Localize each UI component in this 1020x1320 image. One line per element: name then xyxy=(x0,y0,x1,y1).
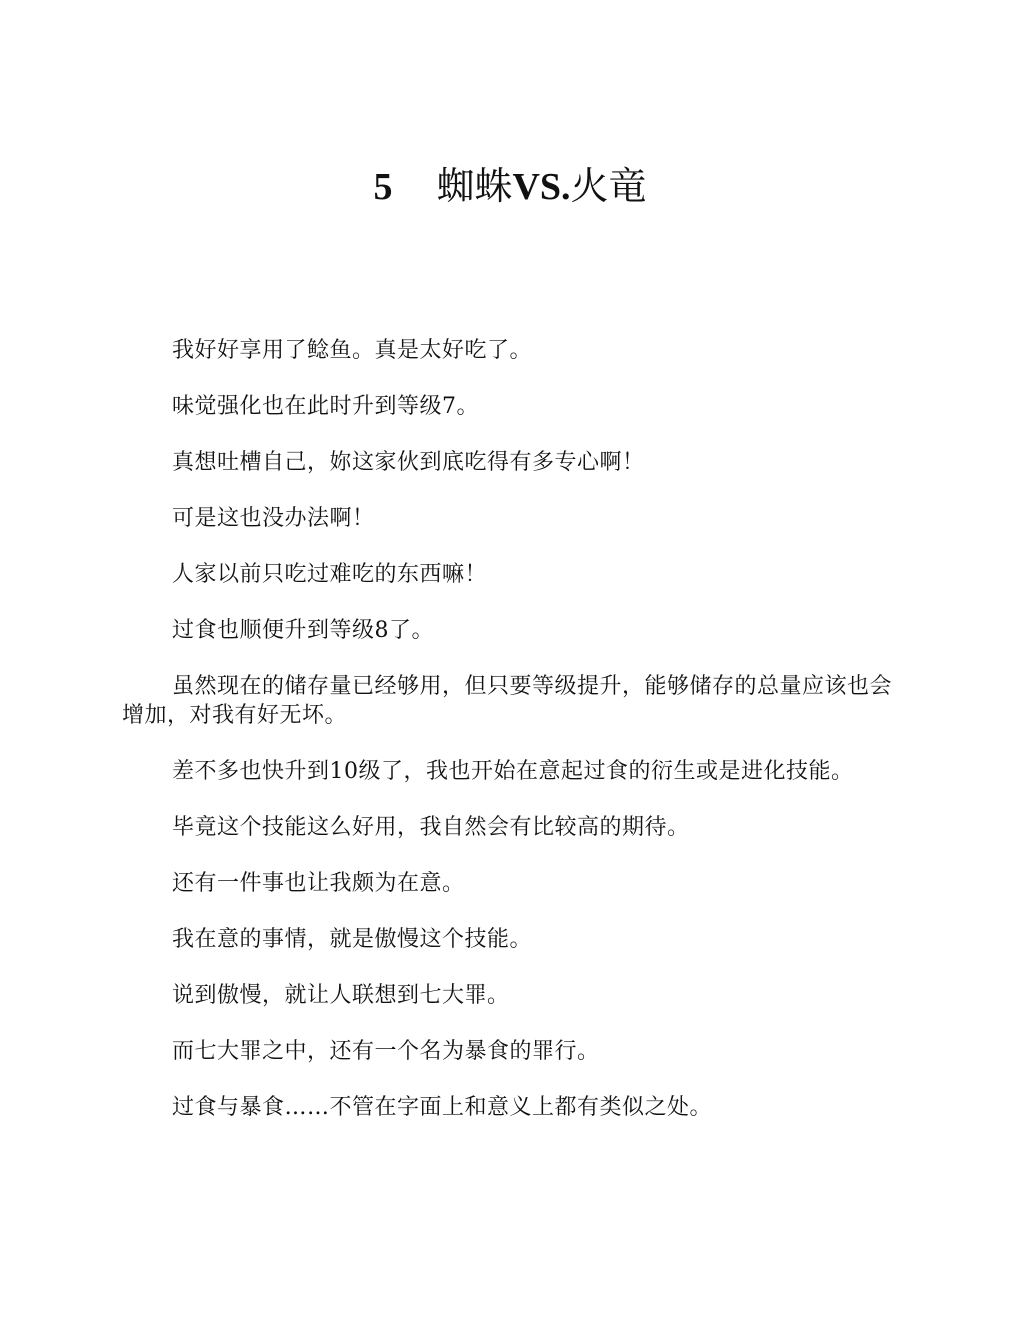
paragraph: 还有一件事也让我颇为在意。 xyxy=(172,871,465,896)
paragraph: 我在意的事情，就是傲慢这个技能。 xyxy=(172,927,533,952)
paragraph: 人家以前只吃过难吃的东西嘛！ xyxy=(172,562,488,587)
paragraph: 真想吐槽自己，妳这家伙到底吃得有多专心啊！ xyxy=(172,450,645,475)
chapter-title-vs: VS. xyxy=(512,166,571,208)
paragraph: 可是这也没办法啊！ xyxy=(172,506,375,531)
paragraph: 我好好享用了鲶鱼。真是太好吃了。 xyxy=(172,338,533,363)
paragraph: 毕竟这个技能这么好用，我自然会有比较高的期待。 xyxy=(172,815,690,840)
paragraph: 虽然现在的储存量已经够用，但只要等级提升，能够储存的总量应该也会增加，对我有好无坏。 xyxy=(122,674,893,728)
paragraph: 而七大罪之中，还有一个名为暴食的罪行。 xyxy=(172,1039,600,1064)
chapter-title-part-1: 蜘蛛 xyxy=(436,164,513,208)
paragraph: 说到傲慢，就让人联想到七大罪。 xyxy=(172,983,510,1008)
paragraph: 差不多也快升到10级了，我也开始在意起过食的衍生或是进化技能。 xyxy=(172,759,854,784)
chapter-body xyxy=(122,336,902,1149)
chapter-title-part-2: 火竜 xyxy=(570,164,647,208)
chapter-title xyxy=(0,160,1020,213)
paragraph: 味觉强化也在此时升到等级7。 xyxy=(172,394,479,419)
chapter-number: 5 xyxy=(373,166,393,208)
paragraph: 过食与暴食……不管在字面上和意义上都有类似之处。 xyxy=(172,1095,713,1120)
paragraph: 过食也顺便升到等级8了。 xyxy=(172,618,434,643)
